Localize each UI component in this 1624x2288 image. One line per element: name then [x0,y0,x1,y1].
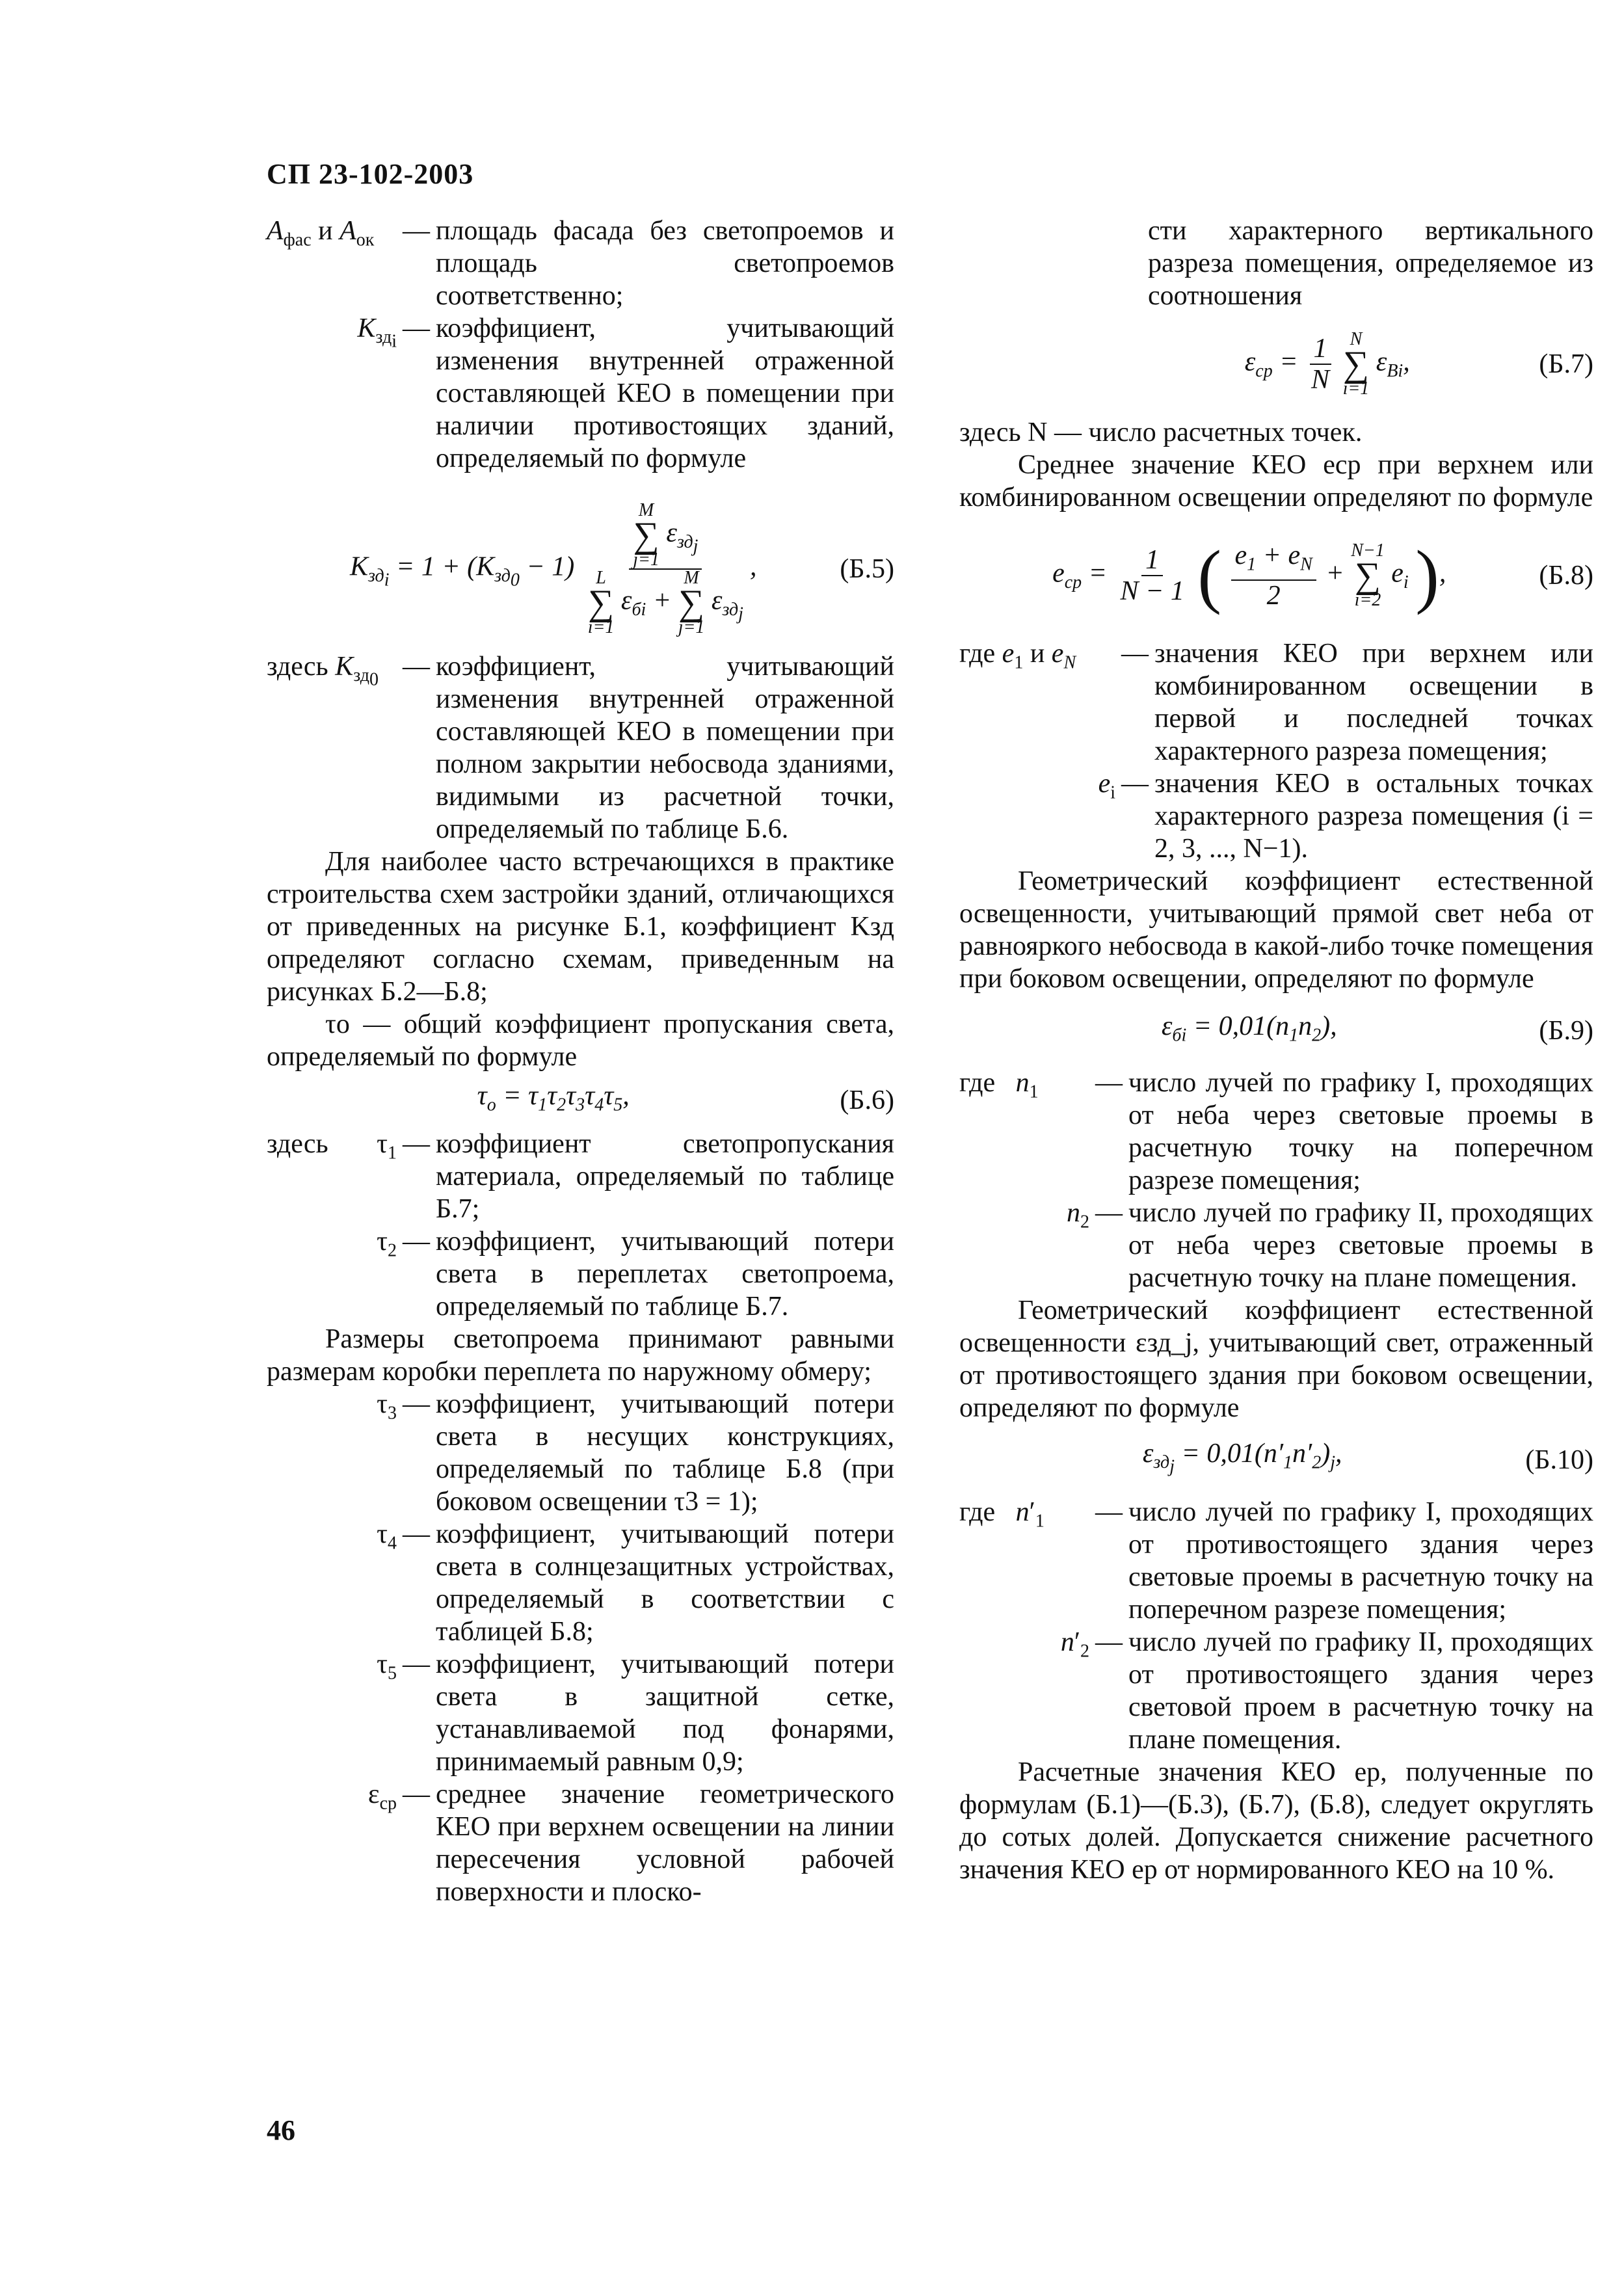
paragraph-continued: сти характерного вертикального разреза помещения, определяемое из соотношения [1148,216,1593,311]
paragraph: Расчетные значения КЕО eр, полученные по формулам (Б.1)—(Б.3), (Б.7), (Б.8), следует округлять до сотых долей. Допускается снижение расчетного значения КЕО eр от нормированного КЕО на 10 %. [959,1757,1593,1885]
equation-b10 [959,1431,1593,1489]
definition-text: среднее значение геометрического КЕО при верхнем освещении на линии пересечения условной рабочей поверхности и плоско- [436,1779,894,1908]
definition-kzd0 [267,650,894,845]
definition-tau2 [267,1225,894,1323]
symbol-tau5: $\tau_5$ [377,1649,397,1684]
symbol-tau1: здесь $\tau_1$ [267,1129,397,1164]
definition-text: коэффициент, учитывающий потери света в переплетах светопроема, определяемый по таблице Б.7. [436,1227,894,1322]
symbol-n1: где $n_1$ [959,1068,1039,1102]
definition-tau4 [267,1518,894,1648]
definition-text: значения КЕО в остальных точках характерного разреза помещения (i = 2, 3, ..., N−1). [1154,769,1593,864]
dash: — [403,313,430,343]
definition-ei [959,767,1593,865]
definition-n1-prime [959,1496,1593,1626]
formula-b7: $\varepsilon_{ср}$ = $\frac{1}{N}$ N ∑ i=1 $\varepsilon_{Вi}$, [1244,329,1410,399]
symbol-afas-aok: $A_{фас}$ и $A_{ок}$ [267,216,375,250]
formula-b9: $\varepsilon_{бi} = 0,01(n_1n_2)$, [1161,1011,1337,1046]
left-column [267,215,894,1908]
symbol-e1-en: где $e_1$ и $e_N$ [959,639,1076,673]
dash: — [1095,1198,1123,1228]
paragraph: Геометрический коэффициент естественной освещенности εзд_j, учитывающий свет, отраженный от противостоящего здания при боковом освещении, определяют по формуле [959,1296,1593,1423]
definition-afas [267,215,894,312]
symbol-n1-prime: где $n'_1$ [959,1497,1045,1532]
symbol-tau3: $\tau_3$ [377,1389,397,1424]
running-header: СП 23-102-2003 [267,158,474,190]
definition-text: число лучей по графику II, проходящих от неба через световые проемы в расчетную точку на плане помещения. [1128,1198,1593,1293]
paragraph: Для наиболее часто встречающихся в практике строительства схем застройки зданий, отличающихся от приведенных на рисунке Б.1, коэффициент Kзд определяют согласно схемам, приведенным на рисунках Б.2—Б.8; [267,847,894,1007]
definition-ecp [267,1778,894,1908]
dash: — [403,1779,430,1810]
definition-text: коэффициент, учитывающий потери света в солнцезащитных устройствах, определяемый в соответствии с таблицей Б.8; [436,1519,894,1647]
definition-text: коэффициент, учитывающий потери света в защитной сетке, устанавливаемой под фонарями, принимаемый равным 0,9; [436,1649,894,1777]
equation-b6 [267,1080,894,1121]
dash: — [1095,1627,1123,1657]
equation-b7 [959,319,1593,410]
definition-n1 [959,1067,1593,1197]
symbol-tau4: $\tau_4$ [377,1519,397,1554]
right-column [959,215,1593,1886]
symbol-n2: $n_2$ [1067,1198,1089,1232]
symbol-kzd-i: $K_{зд_i}$ [357,313,397,352]
definition-text: коэффициент светопропускания материала, определяемый по таблице Б.7; [436,1129,894,1225]
symbol-ecp: $\varepsilon_{ср}$ [367,1779,397,1814]
definition-e1-en [959,637,1593,767]
definition-text: число лучей по графику I, проходящих от противостоящего здания через световые проемы в расчетную точку на поперечном разрезе помещения; [1128,1497,1593,1625]
fraction: M ∑ j=1 $\varepsilon_{зд_j}$ L ∑ i=1 $\varepsilon_{бi}$ + M ∑ j=1 $\varepsilon_{зд_j}$ [587,500,743,637]
definition-text: число лучей по графику II, проходящих от противостоящего здания через световой проем в расчетную точку на плане помещения. [1128,1627,1593,1755]
formula-b8: $e_{ср}$ = $\frac{1}{N - 1}$ ( $\frac{e_1 + e_N}{2}$ + N−1 ∑ i=2 $e_i$ ), [1052,536,1446,615]
symbol-ei: $e_i$ [1098,769,1115,803]
dash: — [1121,639,1149,669]
equation-number: (Б.6) [840,1085,894,1116]
definition-text: коэффициент, учитывающий потери света в несущих конструкциях, определяемый по таблице Б.8 (при боковом освещении τ3 = 1); [436,1389,894,1517]
formula-b5: $K_{зд_i} = 1 + (K_{зд_0} - 1)$ M ∑ j=1 $\varepsilon_{зд_j}$ L ∑ i=1 $\varepsilon_{бi}$ + M ∑ j=1 $\varepsilon_{зд_j}$ , [349,500,757,637]
definition-n2 [959,1197,1593,1294]
definition-tau3 [267,1388,894,1518]
paragraph: τо — общий коэффициент пропускания света, определяемый по формуле [267,1009,894,1072]
definition-text: коэффициент, учитывающий изменения внутренней отраженной составляющей КЕО в помещении при наличии противостоящих зданий, определяемый по формуле [436,313,894,473]
equation-number: (Б.7) [1539,349,1593,379]
dash: — [403,1389,430,1420]
paragraph: Размеры светопроема принимают равными размерам коробки переплета по наружному обмеру; [267,1324,894,1387]
dash: — [403,1519,430,1550]
equation-number: (Б.8) [1539,561,1593,591]
definition-tau1 [267,1128,894,1225]
dash: — [1095,1068,1123,1098]
dash: — [1095,1497,1123,1527]
dash: — [403,1129,430,1160]
equation-b5 [267,494,894,644]
dash: — [403,1649,430,1680]
symbol-n2-prime: $n'_2$ [1060,1627,1089,1662]
page-number: 46 [267,2114,295,2146]
equation-b8 [959,520,1593,631]
dash: — [1121,769,1149,799]
dash: — [403,652,430,682]
equation-b9 [959,1002,1593,1060]
definition-text: площадь фасада без светопроемов и площадь светопроемов соответственно; [436,216,894,311]
definition-text: значения КЕО при верхнем или комбинированном освещении в первой и последней точках характерного разреза помещения; [1154,639,1593,766]
dash: — [403,1227,430,1257]
definition-text: коэффициент, учитывающий изменения внутренней отраженной составляющей КЕО в помещении при полном закрытии небосвода зданиями, видимыми из расчетной точки, определяемый по таблице Б.6. [436,652,894,844]
paragraph: Геометрический коэффициент естественной освещенности, учитывающий прямой свет неба от равнояркого небосвода в какой-либо точке помещения при боковом освещении, определяют по формуле [959,866,1593,994]
symbol-kzd0: здесь $K_{зд_0}$ [267,652,379,690]
definition-tau5 [267,1648,894,1778]
definition-n2-prime [959,1626,1593,1756]
equation-number: (Б.9) [1539,1016,1593,1046]
paragraph: Среднее значение КЕО eср при верхнем или комбинированном освещении определяют по формуле [959,450,1593,512]
paragraph: здесь N — число расчетных точек. [959,418,1363,447]
equation-number: (Б.5) [840,554,894,584]
formula-b6: $\tau_о = \tau_1\tau_2\tau_3\tau_4\tau_5$, [477,1081,630,1115]
formula-b10: $\varepsilon_{зд_j} = 0,01(n'_1n'_2)_j$, [1142,1438,1342,1477]
definition-kzd-i [267,312,894,475]
symbol-tau2: $\tau_2$ [377,1227,397,1261]
equation-number: (Б.10) [1525,1445,1593,1475]
dash: — [403,216,430,246]
definition-text: число лучей по графику I, проходящих от неба через световые проемы в расчетную точку на поперечном разрезе помещения; [1128,1068,1593,1195]
